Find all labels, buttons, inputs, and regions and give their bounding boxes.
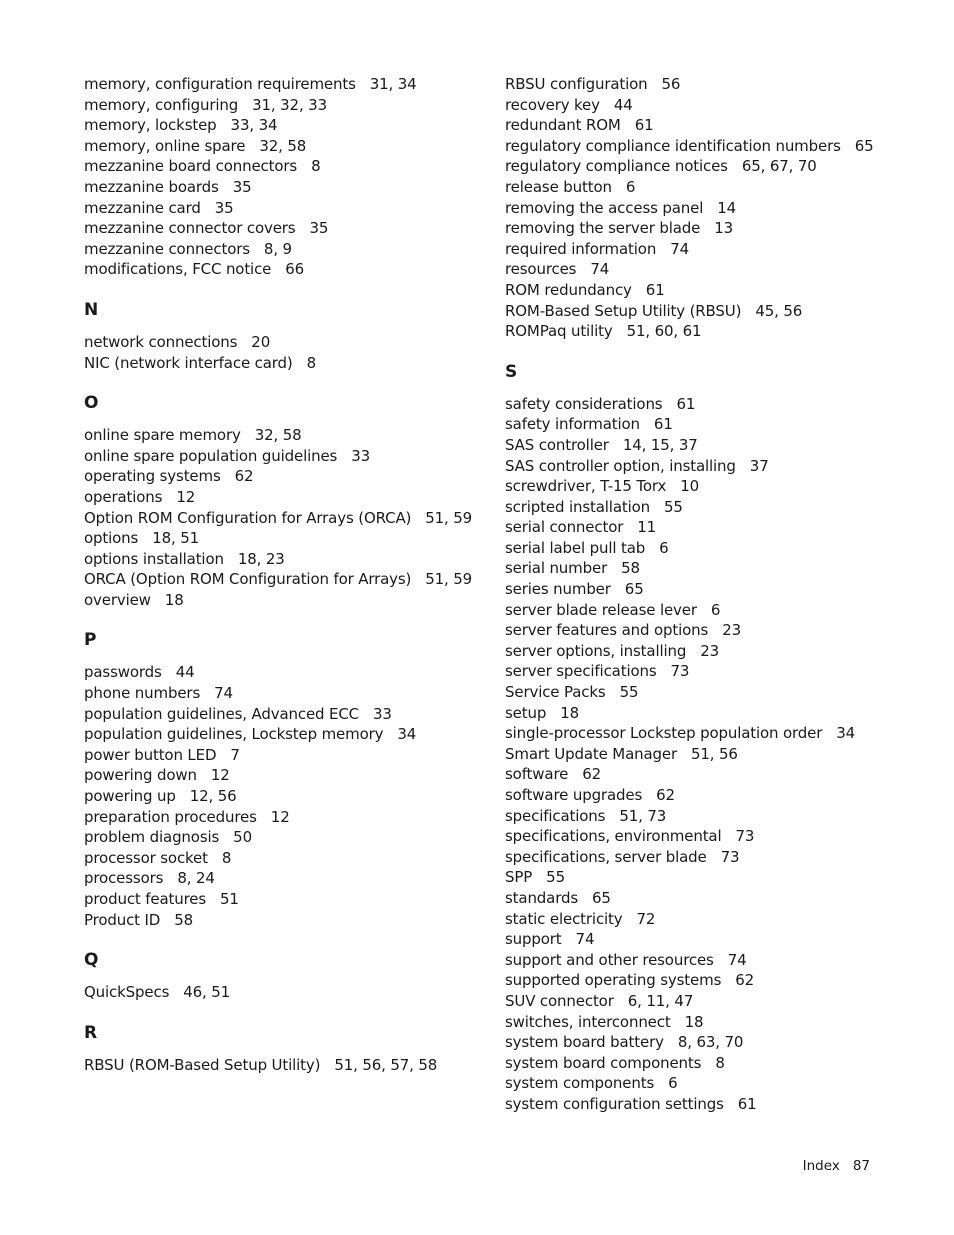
index-page-refs: 12 — [270, 807, 290, 826]
index-page-refs: 32, 58 — [254, 426, 302, 445]
index-letter-heading: R — [84, 1022, 98, 1043]
index-entry — [505, 847, 925, 868]
index-term: standards — [505, 888, 578, 907]
index-term: memory, configuration requirements — [84, 75, 356, 93]
index-term: software — [505, 765, 569, 784]
index-term: memory, lockstep — [84, 116, 217, 135]
index-entry — [84, 786, 484, 807]
index-page-refs: 74 — [575, 930, 595, 949]
index-term: SUV connector — [505, 991, 614, 1010]
index-term: safety considerations — [505, 394, 663, 413]
index-term: single-processor Lockstep population order — [505, 724, 823, 743]
index-term: powering up — [84, 787, 176, 806]
index-entry — [505, 991, 925, 1012]
index-page-refs: 73 — [720, 847, 740, 866]
index-term: system configuration settings — [505, 1094, 724, 1113]
index-letter-heading: O — [84, 393, 99, 414]
index-entry — [84, 765, 484, 786]
index-entry — [84, 910, 484, 931]
index-entry — [84, 466, 484, 487]
index-entry — [505, 1032, 925, 1053]
index-term: Service Packs — [505, 683, 606, 702]
index-term: system board battery — [505, 1033, 664, 1052]
index-entry — [505, 198, 925, 219]
index-page-refs: 51, 60, 61 — [626, 322, 702, 341]
index-term: mezzanine board connectors — [84, 157, 298, 176]
index-entry — [84, 177, 484, 198]
index-page-refs: 55 — [546, 868, 565, 887]
index-term: product features — [84, 890, 207, 908]
index-entry — [505, 703, 925, 724]
index-entry — [84, 332, 484, 353]
index-term: NIC (network interface card) — [84, 353, 293, 372]
index-page-refs: 18 — [164, 590, 184, 609]
index-page-refs: 34 — [397, 725, 417, 744]
index-page-refs: 61 — [653, 415, 673, 434]
index-entry — [505, 1073, 925, 1094]
index-entry — [84, 198, 484, 219]
index-letter-heading: Q — [84, 950, 99, 971]
index-term: processor socket — [84, 848, 208, 867]
index-entry — [84, 115, 484, 136]
index-page-refs: 6 — [668, 1074, 678, 1093]
index-entry — [84, 868, 484, 889]
index-term: population guidelines, Lockstep memory — [84, 725, 384, 744]
index-entry — [84, 136, 484, 157]
index-page-refs: 62 — [582, 765, 602, 784]
index-term: server specifications — [505, 662, 657, 681]
index-entry — [505, 950, 925, 971]
index-page-refs: 66 — [285, 260, 305, 279]
index-entry — [505, 1094, 925, 1115]
index-page-refs: 61 — [737, 1094, 757, 1113]
index-term: options installation — [84, 549, 224, 568]
index-page-refs: 6 — [710, 600, 721, 619]
index-entry — [505, 826, 925, 847]
index-page-refs: 32, 58 — [259, 136, 307, 155]
index-term: mezzanine connector covers — [84, 219, 296, 238]
index-page-refs: 23 — [700, 641, 720, 660]
index-term: specifications — [505, 806, 606, 825]
index-entry — [505, 970, 925, 991]
index-entry — [505, 682, 925, 703]
index-term: software upgrades — [505, 786, 643, 804]
index-page-refs: 55 — [664, 497, 683, 516]
index-term: safety information — [505, 415, 640, 434]
index-entry — [84, 724, 484, 745]
index-page-refs: 13 — [714, 219, 734, 238]
index-entry — [84, 848, 484, 869]
index-entry — [84, 1055, 484, 1076]
index-term: QuickSpecs — [84, 983, 170, 1002]
index-entry — [505, 867, 925, 888]
index-term: setup — [505, 703, 547, 722]
index-page-refs: 20 — [251, 332, 271, 351]
index-term: processors — [84, 869, 164, 888]
index-entry — [505, 558, 925, 579]
index-term: RBSU (ROM-Based Setup Utility) — [84, 1055, 321, 1074]
index-term: problem diagnosis — [84, 828, 220, 847]
index-page-refs: 31, 32, 33 — [252, 95, 327, 114]
index-page-refs: 8, 9 — [263, 239, 292, 258]
index-entry — [84, 889, 484, 910]
index-term: modifications, FCC notice — [84, 260, 272, 279]
index-term: operating systems — [84, 467, 221, 486]
index-page-refs: 46, 51 — [183, 983, 231, 1002]
index-entry — [505, 1012, 925, 1033]
index-term: ROM-Based Setup Utility (RBSU) — [505, 301, 742, 320]
index-column-right — [505, 74, 925, 1115]
index-term: release button — [505, 177, 612, 196]
index-page-refs: 35 — [214, 198, 234, 217]
index-entry — [84, 683, 484, 704]
index-entry — [505, 538, 925, 559]
index-entry — [84, 569, 484, 590]
index-entry — [505, 909, 925, 930]
index-term: removing the server blade — [505, 219, 701, 238]
index-term: memory, configuring — [84, 95, 239, 114]
index-page-refs: 51, 73 — [619, 806, 667, 825]
index-entry — [505, 218, 925, 239]
index-term: supported operating systems — [505, 971, 722, 990]
index-entry — [505, 744, 925, 765]
index-term: ORCA (Option ROM Configuration for Arrays) — [84, 570, 412, 589]
index-page-refs: 44 — [613, 95, 633, 114]
index-entry — [505, 579, 925, 600]
index-page-refs: 12 — [210, 766, 230, 785]
index-term: SPP — [505, 868, 533, 887]
index-page-refs: 55 — [619, 683, 639, 702]
index-term: Product ID — [84, 910, 161, 929]
index-entry — [505, 456, 925, 477]
index-entry — [505, 156, 925, 177]
index-page-refs: 12, 56 — [189, 787, 237, 806]
index-page-refs: 8 — [306, 353, 317, 372]
index-term: power button LED — [84, 745, 217, 764]
index-term: recovery key — [505, 95, 600, 114]
index-term: Option ROM Configuration for Arrays (ORCA) — [84, 508, 412, 527]
index-term: online spare memory — [84, 426, 241, 445]
index-entry — [505, 95, 925, 116]
index-page-refs: 44 — [175, 663, 195, 682]
index-page-refs: 72 — [636, 909, 656, 928]
index-page-refs: 61 — [634, 116, 654, 135]
index-term: scripted installation — [505, 497, 650, 516]
index-page-refs: 34 — [836, 724, 856, 743]
index-term: memory, online spare — [84, 136, 246, 155]
index-page-refs: 65 — [854, 136, 874, 155]
index-page-refs: 62 — [735, 971, 755, 990]
index-term: server options, installing — [505, 641, 687, 660]
index-entry — [505, 661, 925, 682]
index-term: redundant ROM — [505, 116, 621, 135]
index-term: network connections — [84, 332, 238, 351]
index-term: required information — [505, 239, 657, 258]
index-entry — [84, 218, 484, 239]
index-page-refs: 51, 59 — [425, 570, 473, 589]
index-term: switches, interconnect — [505, 1012, 671, 1031]
index-entry — [84, 662, 484, 683]
index-letter-heading: S — [505, 361, 518, 382]
index-page-refs: 7 — [230, 745, 240, 764]
index-entry — [505, 1053, 925, 1074]
index-page-refs: 35 — [232, 177, 252, 196]
index-page-refs: 18, 51 — [152, 529, 200, 548]
index-entry — [505, 177, 925, 198]
index-page-refs: 45, 56 — [755, 301, 803, 320]
page-number: 87 — [852, 1158, 870, 1174]
index-page-refs: 12 — [176, 487, 196, 506]
index-page-refs: 65 — [624, 580, 644, 599]
footer-label: Index — [802, 1158, 840, 1174]
index-term: population guidelines, Advanced ECC — [84, 704, 359, 723]
index-entry — [505, 517, 925, 538]
index-entry — [84, 239, 484, 260]
index-term: serial connector — [505, 518, 624, 537]
index-entry — [505, 74, 925, 95]
index-page-refs: 74 — [727, 950, 747, 969]
index-entry — [84, 508, 484, 529]
index-page-refs: 18 — [560, 703, 580, 722]
index-term: SAS controller — [505, 435, 609, 454]
index-entry — [505, 497, 925, 518]
index-term: regulatory compliance identification numbers — [505, 136, 841, 155]
page-footer — [803, 1158, 870, 1174]
index-page-refs: 61 — [645, 280, 665, 299]
index-entry — [505, 435, 925, 456]
index-entry — [84, 528, 484, 549]
index-term: passwords — [84, 663, 162, 682]
index-page-refs: 58 — [621, 559, 640, 578]
index-entry — [84, 704, 484, 725]
index-entry — [84, 982, 484, 1003]
index-term: online spare population guidelines — [84, 446, 338, 465]
index-page-refs: 8 — [311, 157, 321, 176]
index-page-refs: 8, 63, 70 — [677, 1033, 744, 1052]
index-page-refs: 51, 56 — [690, 744, 738, 763]
index-entry — [84, 549, 484, 570]
index-term: series number — [505, 580, 611, 599]
index-entry — [84, 487, 484, 508]
index-entry — [84, 807, 484, 828]
index-page-refs: 61 — [676, 394, 696, 413]
index-term: ROM redundancy — [505, 280, 632, 299]
index-page-refs: 6, 11, 47 — [627, 991, 694, 1010]
index-entry — [84, 259, 484, 280]
index-term: system board components — [505, 1053, 702, 1072]
index-term: Smart Update Manager — [505, 744, 677, 763]
index-term: server features and options — [505, 621, 709, 640]
index-page-refs: 35 — [309, 219, 329, 238]
index-column-left — [84, 74, 484, 1075]
index-term: operations — [84, 487, 163, 506]
index-page-refs: 73 — [670, 662, 690, 681]
index-entry — [505, 476, 925, 497]
index-term: SAS controller option, installing — [505, 456, 736, 475]
index-entry — [84, 353, 484, 374]
index-page-refs: 18 — [684, 1012, 704, 1031]
index-term: static electricity — [505, 909, 623, 928]
index-entry — [505, 620, 925, 641]
index-page-refs: 62 — [656, 786, 675, 804]
index-term: preparation procedures — [84, 807, 257, 826]
index-page-refs: 74 — [590, 260, 610, 279]
index-entry — [84, 74, 484, 95]
index-entry — [505, 723, 925, 744]
index-page-refs: 56 — [661, 75, 681, 93]
index-page-refs: 8, 24 — [177, 869, 215, 888]
index-term: powering down — [84, 766, 197, 785]
index-page-refs: 51, 56, 57, 58 — [334, 1055, 438, 1074]
index-page-refs: 8 — [221, 848, 232, 867]
index-page-refs: 11 — [637, 518, 657, 537]
index-entry — [84, 95, 484, 116]
index-entry — [505, 301, 925, 322]
index-entry — [505, 136, 925, 157]
index-term: server blade release lever — [505, 600, 697, 619]
index-page-refs: 23 — [722, 621, 741, 640]
index-page-refs: 6 — [625, 177, 636, 196]
index-term: regulatory compliance notices — [505, 157, 728, 176]
index-entry — [505, 929, 925, 950]
index-entry — [84, 827, 484, 848]
index-page-refs: 8 — [715, 1053, 725, 1072]
index-entry — [505, 394, 925, 415]
index-page-refs: 65, 67, 70 — [741, 157, 817, 176]
index-page-refs: 73 — [735, 827, 755, 846]
index-page-refs: 6 — [659, 538, 669, 557]
index-term: serial label pull tab — [505, 538, 646, 557]
index-entry — [84, 156, 484, 177]
index-entry — [505, 280, 925, 301]
index-term: support — [505, 930, 562, 949]
index-term: screwdriver, T-15 Torx — [505, 477, 667, 496]
index-page-refs: 65 — [592, 888, 611, 907]
index-term: specifications, server blade — [505, 847, 707, 866]
index-entry — [505, 414, 925, 435]
index-page-refs: 31, 34 — [369, 75, 417, 93]
index-entry — [505, 321, 925, 342]
index-page-refs: 50 — [233, 828, 252, 847]
index-page-refs: 51 — [220, 890, 239, 908]
index-term: mezzanine boards — [84, 177, 219, 196]
index-entry — [505, 764, 925, 785]
index-term: support and other resources — [505, 950, 714, 969]
index-page-refs: 14, 15, 37 — [622, 435, 698, 454]
index-entry — [505, 806, 925, 827]
index-term: phone numbers — [84, 684, 201, 703]
index-term: overview — [84, 590, 151, 609]
index-term: mezzanine connectors — [84, 239, 250, 258]
index-page-refs: 10 — [680, 477, 700, 496]
index-entry — [505, 641, 925, 662]
index-page-refs: 37 — [749, 456, 769, 475]
index-term: system components — [505, 1074, 655, 1093]
index-page-refs: 74 — [214, 684, 233, 703]
index-entry — [84, 446, 484, 467]
index-entry — [84, 425, 484, 446]
index-page-refs: 18, 23 — [237, 549, 285, 568]
index-entry — [84, 745, 484, 766]
index-term: ROMPaq utility — [505, 322, 613, 341]
index-page-refs: 33 — [373, 704, 392, 723]
index-entry — [505, 785, 925, 806]
index-letter-heading: N — [84, 299, 99, 320]
index-entry — [84, 590, 484, 611]
index-letter-heading: P — [84, 630, 97, 651]
index-page-refs: 33, 34 — [230, 116, 278, 135]
index-page-refs: 74 — [670, 239, 689, 258]
index-page-refs: 51, 59 — [425, 508, 473, 527]
index-page-refs: 14 — [717, 198, 737, 217]
index-entry — [505, 888, 925, 909]
index-entry — [505, 259, 925, 280]
index-page-refs: 62 — [234, 467, 254, 486]
index-term: serial number — [505, 559, 608, 578]
index-page-refs: 33 — [351, 446, 371, 465]
index-term: resources — [505, 260, 577, 279]
index-term: RBSU configuration — [505, 75, 648, 93]
index-term: options — [84, 529, 139, 548]
index-term: mezzanine card — [84, 198, 201, 217]
index-entry — [505, 239, 925, 260]
index-entry — [505, 600, 925, 621]
index-term: removing the access panel — [505, 198, 704, 217]
index-page-refs: 58 — [174, 910, 193, 929]
index-entry — [505, 115, 925, 136]
index-term: specifications, environmental — [505, 827, 722, 846]
